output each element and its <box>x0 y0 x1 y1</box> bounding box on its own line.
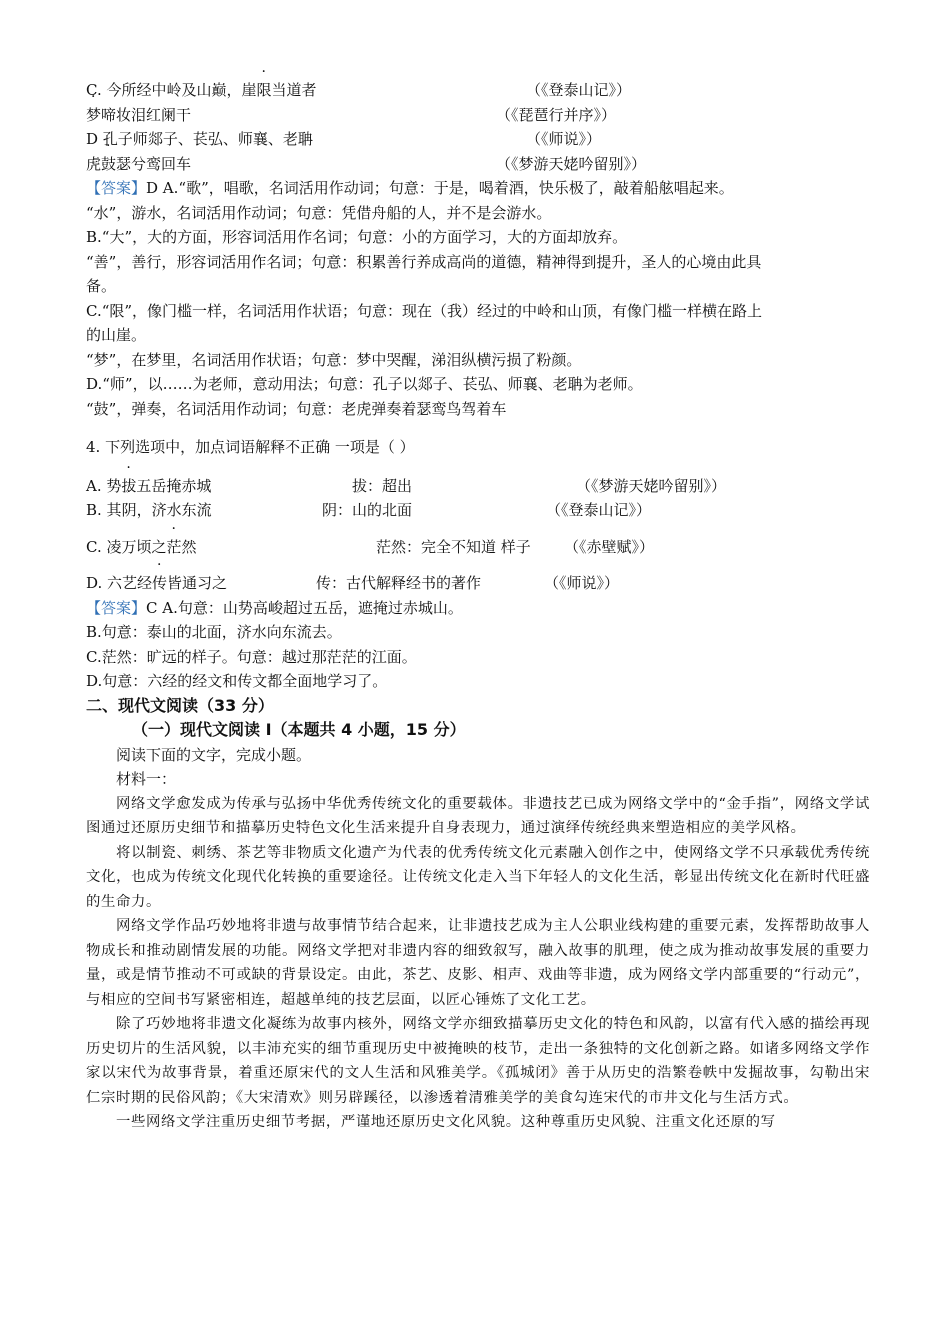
answer-line: 【答案】C A.句意：山势高峻超过五岳，遮掩过赤城山。 <box>86 598 463 617</box>
answer-line: “善”，善行，形容词活用作名词；句意：积累善行养成高尚的道德，精神得到提升，圣人的心境由此具 <box>86 252 762 271</box>
source-citation: （《登泰山记》） <box>526 81 632 99</box>
emphasis-dot-char: 茫然 <box>166 537 197 556</box>
question-stem: 4. 下列选项中，加点词语解释不正确 一项是（ ） <box>86 438 415 456</box>
q3-option-line: 梦啼妆泪红阑干 （《琵琶行并序》） <box>86 103 870 128</box>
emphasis-dot-char: 梦 <box>86 105 102 124</box>
answer-line: D.“师”，以……为老师，意动用法；句意：孔子以郯子、苌弘、师襄、老聃为老师。 <box>86 375 643 393</box>
subsection-title: （一）现代文阅读 I（本题共 4 小题，15 分） <box>132 720 466 739</box>
gloss: 拔：超出 <box>352 476 413 495</box>
answer-line: “水”，游水，名词活用作动词；句意：凭借舟船的人，并不是会游水。 <box>86 203 552 222</box>
answer-line: 备。 <box>86 277 117 295</box>
source-citation: （《赤壁赋》） <box>564 537 655 556</box>
material-paragraph: 网络文学愈发成为传承与弘扬中华优秀传统文化的重要载体。非遗技艺已成为网络文学中的“金手指”，网络文学试图通过还原历史细节和描摹历史特色文化生活来提升自身表现力，通过演绎传统经典来塑造相应的美学风格。 <box>86 795 870 836</box>
q4-option-line: D. 六艺经传皆通习之 传：古代解释经书的著作 （《师说》） <box>86 571 870 596</box>
answer-line: C.茫然：旷远的样子。句意：越过那茫茫的江面。 <box>86 647 417 666</box>
gloss: 传：古代解释经书的著作 <box>316 574 482 592</box>
material-paragraph: 一些网络文学注重历史细节考据，严谨地还原历史文化风貌。这种尊重历史风貌、注重文化还原的写 <box>116 1114 776 1130</box>
answer-line: B.“大”，大的方面，形容词活用作名词；句意：小的方面学习，大的方面却放弃。 <box>86 228 628 246</box>
material-paragraph: 将以制瓷、刺绣、茶艺等非物质文化遗产为代表的优秀传统文化元素融入创作之中，使网络文学不只承载优秀传统文化，也成为传统文化现代化转换的重要途径。让传统文化走入当下年轻人的文化生活，彰显出传统文化在新时代旺盛的生命力。 <box>86 844 870 910</box>
answer-line: D.句意：六经的经文和传文都全面地学习了。 <box>86 672 388 690</box>
instruction: 阅读下面的文字，完成小题。 <box>116 745 312 764</box>
q3-option-line: 虎鼓瑟兮鸾回车 （《梦游天姥吟留别》） <box>86 152 870 177</box>
emphasis-dot-char: 传 <box>152 574 168 592</box>
emphasis-dot-char: 拔 <box>121 476 137 495</box>
emphasis-dot-char: 阴 <box>121 501 137 519</box>
q3-option-line: C. 今所经中岭及山巅，崖限当道者 （《登泰山记》） <box>86 78 870 103</box>
document-page <box>86 78 870 1135</box>
q4-option-line: B. 其阴，济水东流 阴：山的北面 （《登泰山记》） <box>86 498 870 523</box>
gloss: 茫然：完全不知道 样子 <box>376 537 531 556</box>
answer-line: B.句意：泰山的北面，济水向东流去。 <box>86 623 342 641</box>
source-citation: （《登泰山记》） <box>546 501 652 519</box>
section-title: 二、现代文阅读（33 分） <box>86 695 274 715</box>
gloss: 阴：山的北面 <box>322 501 413 519</box>
answer-line: 【答案】D A.“歌”，唱歌，名词活用作动词；句意：于是，喝着酒，快乐极了，敲着船舷唱起来。 <box>86 179 734 197</box>
answer-tag: 【答案】 <box>86 598 147 617</box>
source-citation: （《琵琶行并序》） <box>496 105 617 124</box>
source-citation: （《师说》） <box>526 130 602 148</box>
q3-option-line: D 孔子师郯子、苌弘、师襄、老聃 （《师说》） <box>86 127 870 152</box>
material-label: 材料一： <box>116 770 177 788</box>
q4-option-line: C. 凌万顷之茫然 茫然：完全不知道 样子 （《赤壁赋》） <box>86 535 870 560</box>
answer-line: 的山崖。 <box>86 326 147 344</box>
emphasis-dot-char: 师 <box>132 130 148 148</box>
material-paragraph: 除了巧妙地将非遗文化凝练为故事内核外，网络文学亦细致描摹历史文化的特色和风韵，以富有代入感的描绘再现历史切片的生活风貌，以丰沛充实的细节重现历史中被掩映的枝节，走出一条独特的文化创新之路。如诸多网络文学作家以宋代为故事背景，着重还原宋代的文人生活和风雅美学。《孤城闭》善于从历史的浩繁卷帙中发掘故事，勾勒出宋仁宗时期的民俗风韵；《大宋清欢》则另辟蹊径，以渗透着清雅美学的美食勾连宋代的市井文化与生活方式。 <box>86 1016 870 1106</box>
q4-option-line: A. 势拔五岳掩赤城 拔：超出 （《梦游天姥吟留别》） <box>86 474 870 499</box>
material-paragraph: 网络文学作品巧妙地将非遗与故事情节结合起来，让非遗技艺成为主人公职业线构建的重要元素，发挥帮助故事人物成长和推动剧情发展的功能。网络文学把对非遗内容的细致叙写，融入故事的肌理，使之成为推动故事发展的重要力量，或是情节推动不可或缺的背景设定。由此，茶艺、皮影、相声、戏曲等非遗，成为网络文学内部重要的“行动元”，与相应的空间书写紧密相连，超越单纯的技艺层面，以匠心锤炼了文化工艺。 <box>86 918 870 1008</box>
emphasis-dot-char: 限 <box>256 81 272 99</box>
answer-line: C.“限”，像门槛一样，名词活用作状语；句意：现在（我）经过的中岭和山顶，有像门槛一样横在路上 <box>86 301 763 320</box>
answer-tag: 【答案】 <box>86 179 147 197</box>
source-citation: （《梦游天姥吟留别》） <box>576 476 727 495</box>
source-citation: （《师说》） <box>544 574 620 592</box>
answer-line: “鼓”，弹奏，名词活用作动词；句意：老虎弹奏着瑟鸾鸟驾着车 <box>86 399 507 418</box>
source-citation: （《梦游天姥吟留别》） <box>496 154 647 173</box>
answer-line: “梦”，在梦里，名词活用作状语；句意：梦中哭醒，涕泪纵横污损了粉颜。 <box>86 350 582 369</box>
emphasis-dot-char: 鼓 <box>101 154 117 173</box>
